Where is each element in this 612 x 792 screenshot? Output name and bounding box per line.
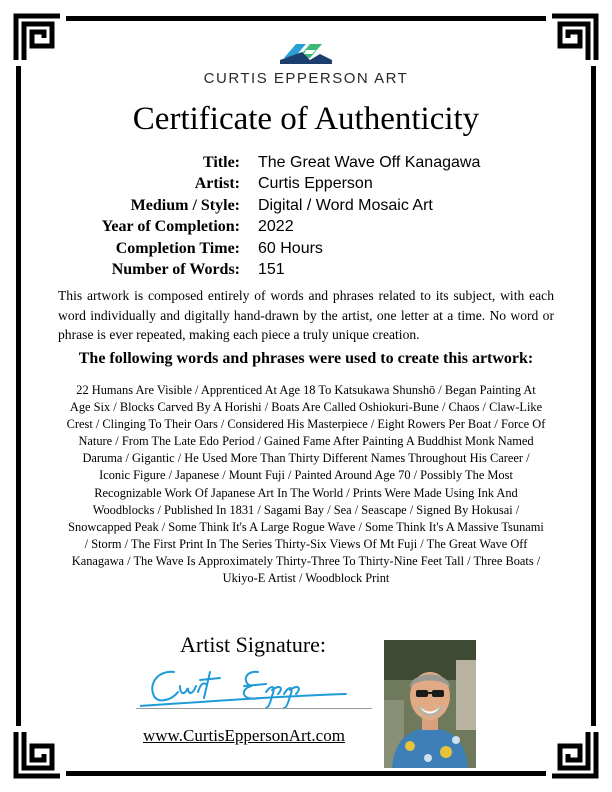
detail-value: Digital / Word Mosaic Art: [258, 196, 433, 214]
detail-row-artist: [60, 174, 580, 196]
brand-logo: [0, 38, 612, 87]
detail-label: Year of Completion:: [101, 218, 240, 236]
detail-row-time: [60, 238, 580, 260]
artist-photo: [384, 640, 476, 768]
detail-value: 60 Hours: [258, 239, 323, 257]
website-link[interactable]: www.CurtisEppersonArt.com: [143, 726, 345, 745]
detail-label: Number of Words:: [111, 261, 240, 279]
words-list: 22 Humans Are Visible / Apprenticed At Age 18 To Katsukawa Shunshō / Began Painting At Age Six / Blocks Carved By A Horishi / Boats Are Called Oshiokuri-Bune / Chaos / Claw-Like Crest / Clinging To Their Oars / Considered His Masterpiece / Eight Rowers Per Boat / Force Of Nature / From The Late Edo Period / Gained Fame After Painting A Buddhist Monk Named Daruma / Gigantic / He Used More Than Thirty Different Names Throughout His Career / Iconic Figure / Japanese / Mount Fuji / Painted Around Age 70 / Possibly The Most Recognizable Work Of Japanese Art In The World / Prints Were Made Using Ink And Woodblocks / Published In 1831 / Sagami Bay / Sea / Seascape / Signed By Hokusai / Snowcapped Peak / Some Think It's A Large Rogue Wave / Some Think It's A Massive Tsunami / Storm / The First Print In The Series Thirty-Six Views Of Mt Fuji / The Great Wave Off Kanagawa / The Wave Is Approximately Thirty-Three To Thirty-Nine Feet Tall / Three Boats / Ukiyo-E Artist / Woodblock Print: [66, 383, 546, 586]
detail-label: Medium / Style:: [130, 196, 240, 214]
detail-value: 151: [258, 261, 285, 279]
signature-line: [136, 708, 372, 709]
brand-name: CURTIS EPPERSON ART: [203, 70, 409, 87]
detail-row-medium: [60, 195, 580, 217]
detail-row-year: [60, 217, 580, 239]
artwork-details: [60, 152, 580, 281]
detail-row-title: [60, 152, 580, 174]
artist-signature: [140, 662, 350, 710]
detail-label: Completion Time:: [115, 239, 240, 257]
detail-row-word-count: [60, 260, 580, 282]
corner-ornament-bottom-left: [10, 726, 66, 782]
detail-label: Artist:: [194, 175, 240, 193]
corner-ornament-bottom-right: [546, 726, 602, 782]
detail-value: Curtis Epperson: [258, 175, 373, 193]
ce-logo-icon: [276, 38, 336, 68]
words-heading: The following words and phrases were used to create this artwork:: [78, 350, 534, 367]
artwork-description: This artwork is composed entirely of words and phrases related to its subject, with each word individually and digitally hand-drawn by the artist, one letter at a time. No word or phrase is ever repeated, making each piece a truly unique creation.: [58, 288, 554, 342]
detail-label: Title:: [202, 153, 240, 171]
signature-label: Artist Signature:: [180, 632, 327, 657]
detail-value: The Great Wave Off Kanagawa: [258, 153, 481, 171]
certificate-title: Certificate of Authenticity: [132, 101, 480, 137]
detail-value: 2022: [258, 218, 294, 236]
